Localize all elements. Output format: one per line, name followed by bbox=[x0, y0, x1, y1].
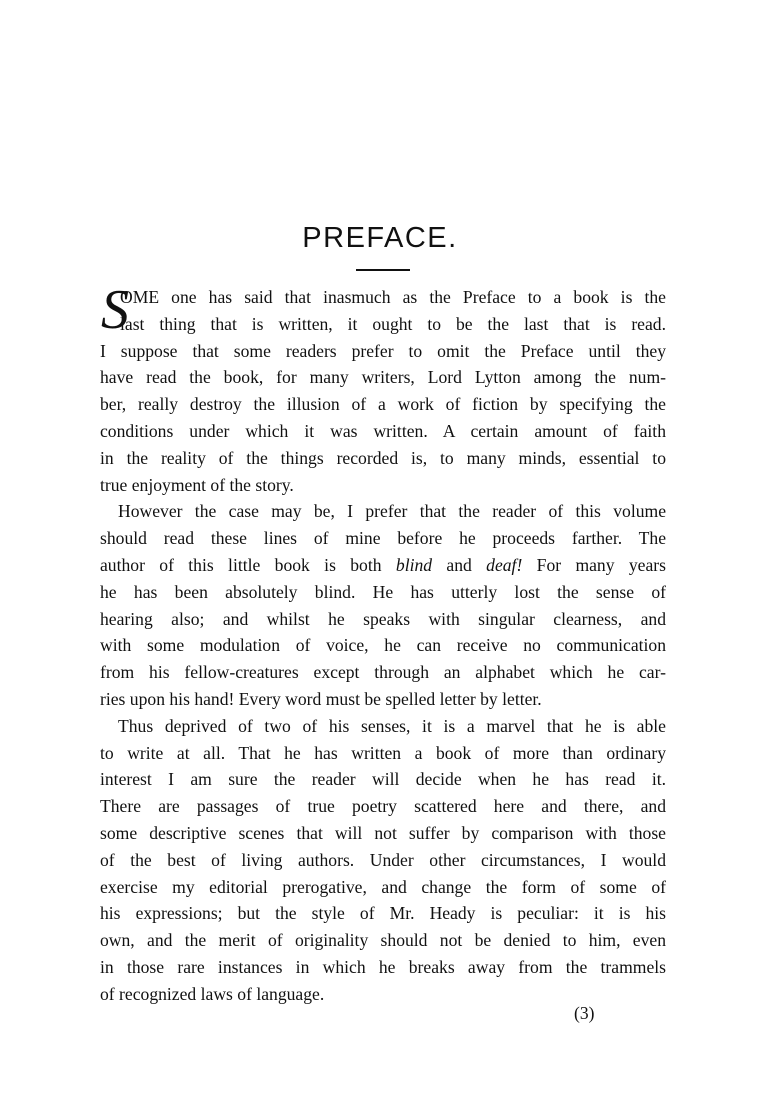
title-rule bbox=[356, 269, 410, 271]
text-line: of the best of living authors. Under other circumstances, I would bbox=[100, 849, 666, 870]
text-line: Thus deprived of two of his senses, it is a marvel that he is able bbox=[118, 715, 666, 736]
text-fragment: and bbox=[432, 554, 487, 575]
text-line: ber, really destroy the illusion of a work of fiction by specifying the bbox=[100, 394, 666, 415]
text-line: his expressions; but the style of Mr. Heady is peculiar: it is his bbox=[100, 903, 666, 924]
text-line: conditions under which it was written. A certain amount of faith bbox=[100, 420, 666, 441]
text-line: have read the book, for many writers, Lord Lytton among the num- bbox=[100, 367, 666, 388]
text-line: true enjoyment of the story. bbox=[100, 474, 294, 495]
paragraph-3 bbox=[100, 713, 666, 1008]
drop-cap: S bbox=[101, 279, 129, 341]
text-line: in those rare instances in which he breaks away from the trammels bbox=[100, 956, 666, 977]
text-line: in the reality of the things recorded is, to many minds, essential to bbox=[100, 447, 666, 468]
text-line: hearing also; and whilst he speaks with singular clearness, and bbox=[100, 608, 666, 629]
emphasis-deaf: deaf! bbox=[486, 554, 523, 575]
text-line: OME one has said that inasmuch as the Preface to a book is the bbox=[120, 287, 666, 307]
text-line: should read these lines of mine before he proceeds farther. The bbox=[100, 528, 666, 549]
text-line: he has been absolutely blind. He has utterly lost the sense of bbox=[100, 581, 666, 602]
text-line: some descriptive scenes that will not suffer by comparison with those bbox=[100, 822, 666, 843]
text-line: There are passages of true poetry scattered here and there, and bbox=[100, 796, 666, 817]
text-line: However the case may be, I prefer that the reader of this volume bbox=[118, 501, 666, 522]
text-line-with-emphasis bbox=[100, 552, 666, 579]
text-line: exercise my editorial prerogative, and change the form of some of bbox=[100, 876, 666, 897]
emphasis-blind: blind bbox=[395, 554, 433, 575]
text-line: own, and the merit of originality should not be denied to him, even bbox=[100, 930, 666, 951]
paragraph-2 bbox=[100, 498, 666, 712]
text-line: of recognized laws of language. bbox=[100, 983, 325, 1004]
preface-body bbox=[100, 279, 666, 1008]
text-line: with some modulation of voice, he can receive no communication bbox=[100, 635, 666, 656]
text-line: to write at all. That he has written a book of more than ordinary bbox=[100, 742, 666, 763]
text-line: last thing that is written, it ought to be the last that is read. bbox=[120, 313, 666, 334]
page-title: PREFACE. bbox=[302, 222, 458, 254]
page-number: (3) bbox=[574, 1003, 595, 1023]
text-line: ries upon his hand! Every word must be spelled letter by letter. bbox=[100, 688, 542, 709]
text-line: from his fellow-creatures except through an alphabet which he car- bbox=[100, 662, 666, 683]
text-line: interest I am sure the reader will decide when he has read it. bbox=[100, 769, 666, 790]
text-line: I suppose that some readers prefer to omit the Preface until they bbox=[100, 340, 666, 361]
paragraph-1 bbox=[100, 279, 666, 498]
text-fragment: author of this little book is both bbox=[100, 554, 396, 575]
text-fragment: For many years bbox=[522, 554, 666, 575]
